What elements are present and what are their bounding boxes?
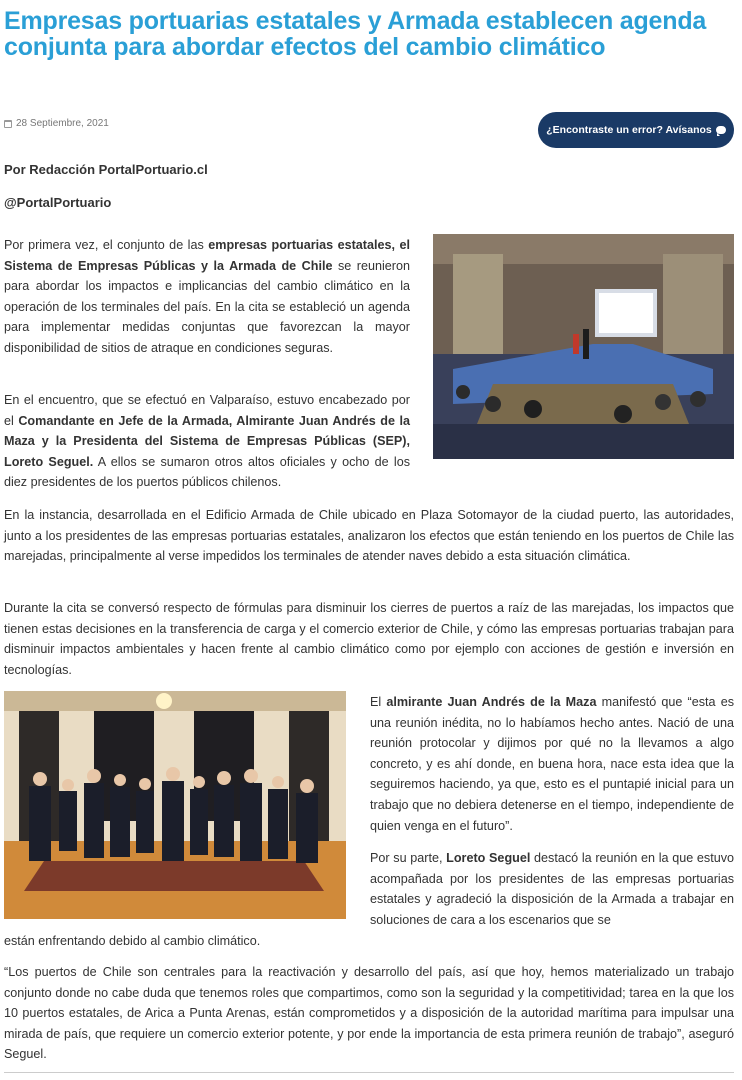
report-error-button[interactable] [538,112,734,148]
article-title: Empresas portuarias estatales y Armada establecen agenda conjunta para abordar efectos del cambio climático [4,7,707,61]
p2-bold-1: Comandante en Jefe de la Armada, Almirante Juan Andrés de la Maza y la Presidenta del Sistema de Empresas Públicas (SEP), Loreto Seguel. [4,413,410,469]
calendar-icon [4,120,12,128]
paragraph-5 [370,692,734,836]
report-error-label: ¿Encontraste un error? Avísanos [546,124,712,136]
post-date [4,118,109,129]
paragraph-2 [4,390,410,493]
meeting-room-photo [433,234,734,459]
group-photo [4,691,346,919]
bottom-divider [4,1072,734,1073]
paragraph-3: En la instancia, desarrollada en el Edificio Armada de Chile ubicado en Plaza Sotomayor de la ciudad puerto, las autoridades, junto a los presidentes de las empresas portuarias estatales, analizaron los efectos que están teniendo en los puertos de Chile las marejadas, principalmente al verse impedidos los terminales de atender naves debido a esta situación climática. [4,508,734,564]
paragraph-6-continued: están enfrentando debido al cambio climático. [4,934,261,948]
p2-text-2: A ellos se sumaron otros altos oficiales y ocho de los diez presidentes de los puertos públicos chilenos. [4,454,411,490]
p6-text-2: destacó la reunión en la que estuvo acompañada por los presidentes de las empresas portuarias estatales y agradeció la disposición de la Armada a trabajar en soluciones de cara a los escenarios que se [370,851,735,927]
paragraph-1 [4,235,410,359]
p1-text-2: se reunieron para abordar los impactos e implicancias del cambio climático en la operación de los terminales del país. En la cita se estableció un agenda para implementar medidas conjuntas que favorezcan la mayor disponibilidad de sitios de atraque en condiciones seguras. [4,258,410,355]
date-text: 28 Septiembre, 2021 [16,118,109,129]
author-handle: @PortalPortuario [4,195,112,210]
author-byline: Por Redacción PortalPortuario.cl [4,162,208,177]
meeting-room-illustration [433,234,734,459]
p5-text-1: El [370,695,387,709]
paragraph-6 [370,848,734,930]
paragraph-7: “Los puertos de Chile son centrales para la reactivación y desarrollo del país, así que hoy, hemos materializado un trabajo conjunto donde no cabe duda que tenemos roles que compartimos, como son la seguridad y la competitividad; tarea en la que los 10 puertos estatales, de Arica a Punta Arenas, están comprometidos y a disposición de la autoridad marítima para impulsar una mirada de país, que requiere un comercio exterior potente, y por ende la importancia de esta primera reunión de trabajo”, aseguró Seguel. [4,965,734,1062]
p1-bold-1: empresas portuarias estatales, el Sistema de Empresas Públicas y la Armada de Chile [4,238,410,273]
p1-text-1: Por primera vez, el conjunto de las [4,238,209,252]
paragraph-4: Durante la cita se conversó respecto de fórmulas para disminuir los cierres de puertos a raíz de las marejadas, los impactos que tienen estas decisiones en la transferencia de carga y el comercio exterior de Chile, y cómo las empresas portuarias trabajan para disminuir impactos ambientales y hacen frente al cambio climático como por ejemplo con acciones de gestión e inversión en tecnologías. [4,601,734,677]
p5-bold-1: almirante Juan Andrés de la Maza [386,695,597,709]
p6-text-1: Por su parte, [370,851,447,865]
p5-text-2: manifestó que “esta es una reunión inédita, no lo habíamos hecho antes. Nació de una reunión protocolar y dijimos por qué no la llevamos a algo concreto, y es ahí donde, en buena hora, nace esta idea que la seguiremos haciendo, ya que, esto es el puntapié inicial para un trabajo que no debiera detenerse en el tiempo, independiente de quien venga en el futuro”. [370,695,734,833]
chat-bubble-icon [716,126,726,134]
p2-text-1: En el encuentro, que se efectuó en Valparaíso, estuvo encabezado por el [4,393,410,428]
p6-bold-1: Loreto Seguel [446,851,531,865]
group-photo-illustration [4,691,346,919]
